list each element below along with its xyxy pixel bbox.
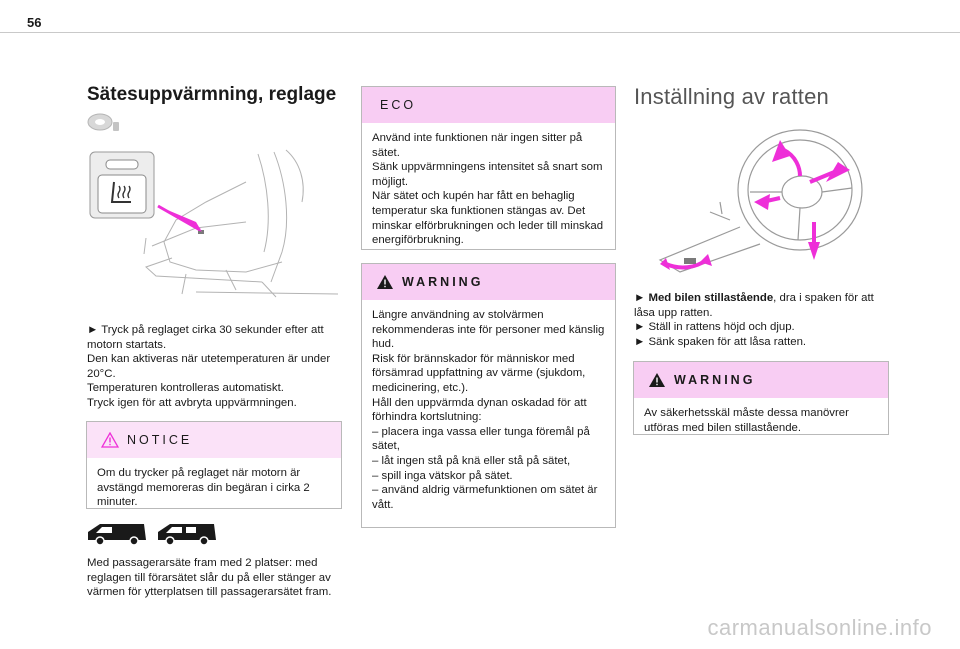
eco-line: Sänk uppvärmningens intensitet så snart som möjligt.	[372, 161, 603, 188]
seat-illustration	[86, 142, 338, 302]
van-icon	[86, 522, 148, 546]
passenger-seat-note: Med passagerarsäte fram med 2 platser: med reglagen till förarsätet slår du på eller stänger av värmen för ytterplatsen till passagerarsätet fram.	[87, 557, 332, 599]
steering-adjust-illustration	[650, 122, 880, 277]
warning-line: Längre användning av stolvärmen rekommenderas inte för personer med känslig hud.	[372, 309, 605, 351]
warning-line: – låt ingen stå på knä eller stå på sätet,	[372, 454, 571, 467]
warning-line: Håll den uppvärmda dynan oskadad för att förhindra kortslutning:	[372, 396, 587, 424]
steering-step-2: ► Ställ in rattens höjd och djup.	[634, 321, 795, 334]
eco-label: ECO	[380, 98, 417, 112]
warning-text: Av säkerhetsskäl måste dessa manövrer utföras med bilen stillastående.	[644, 407, 849, 434]
seat-heating-instructions	[87, 323, 345, 411]
warning-line: – placera inga vassa eller tunga föremål på sätet,	[372, 425, 590, 453]
warning-triangle-icon	[648, 372, 666, 388]
steering-wheel-lock-icon	[86, 112, 122, 134]
steering-instructions	[634, 291, 896, 349]
section-title-steering: Inställning av ratten	[634, 84, 829, 109]
warning-line: – använd aldrig värmefunktionen om sätet är vått.	[372, 484, 598, 511]
notice-label: NOTICE	[127, 433, 193, 447]
warning-line: – spill inga vätskor på sätet.	[372, 469, 513, 482]
warning-triangle-icon	[376, 274, 394, 290]
steering-step-1: ► Med bilen stillastående, dra i spaken för att låsa upp ratten.	[634, 292, 874, 319]
warning-header	[634, 362, 888, 398]
eco-line: Använd inte funktionen när ingen sitter på sätet.	[372, 132, 583, 159]
instruction-line: Den kan aktiveras när utetemperaturen är under 20°C.	[87, 353, 331, 380]
notice-header	[87, 422, 341, 458]
warning-box-seat	[361, 263, 616, 528]
steering-step-1-rest: , dra i spaken för att låsa upp ratten.	[634, 292, 874, 319]
warning-header	[362, 264, 615, 300]
notice-text: Om du trycker på reglaget när motorn är avstängd memoreras din begäran i cirka 2 minuter.	[97, 467, 310, 509]
instruction-line: Temperaturen kontrolleras automatiskt.	[87, 382, 284, 395]
warning-label: WARNING	[402, 275, 484, 289]
page-number: 56	[27, 15, 42, 30]
van-icon	[156, 522, 218, 546]
watermark: carmanualsonline.info	[707, 615, 932, 640]
warning-triangle-outline-icon	[101, 432, 119, 448]
warning-label: WARNING	[674, 373, 756, 387]
warning-line: Risk för brännskador för människor med försämrad uppfattning av värme (sjukdom, medicinering, etc.).	[372, 352, 586, 394]
eco-box	[361, 86, 616, 250]
instruction-line: ► Tryck på reglaget cirka 30 sekunder efter att motorn startats.	[87, 324, 324, 351]
warning-text	[362, 300, 615, 520]
steering-step-3: ► Sänk spaken för att låsa ratten.	[634, 335, 807, 348]
section-title-seat-heating: Sätesuppvärmning, reglage	[87, 84, 337, 105]
eco-header	[362, 87, 615, 123]
instruction-line: Tryck igen för att avbryta uppvärmningen.	[87, 396, 297, 409]
notice-box	[86, 421, 342, 509]
seat-heating-icon	[98, 175, 146, 213]
eco-text	[362, 123, 615, 256]
steering-step-1-bold: Med bilen stillastående	[648, 292, 774, 304]
eco-line: När sätet och kupén har fått en behaglig temperatur ska funktionen stängas av. Det minskar elförbrukningen och leder till minskad energiförbrukning.	[372, 190, 604, 247]
warning-box-steering	[633, 361, 889, 435]
top-divider	[0, 32, 960, 33]
